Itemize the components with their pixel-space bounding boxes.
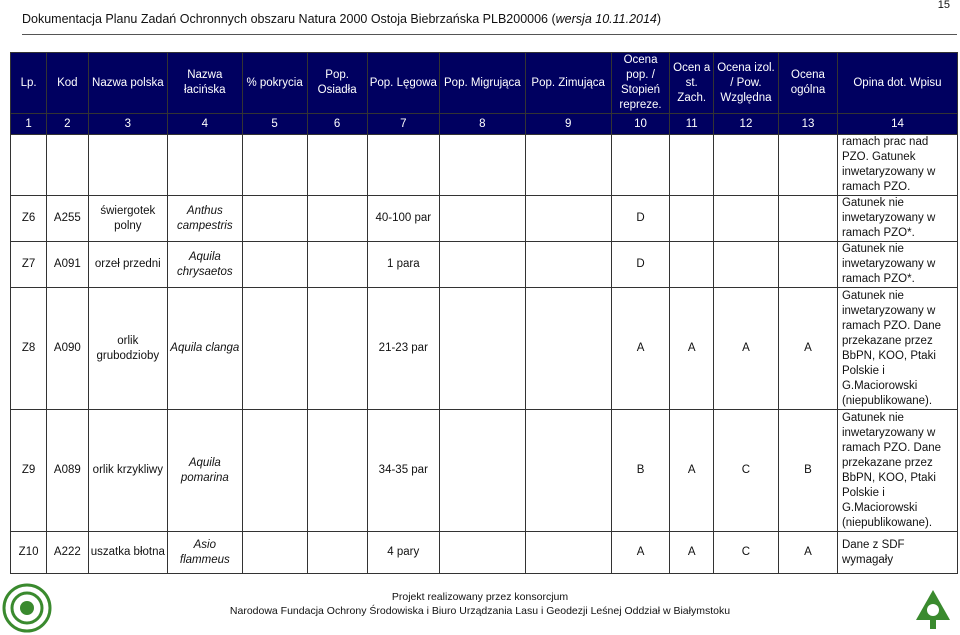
table-row <box>11 532 958 574</box>
col-number: 5 <box>242 114 307 135</box>
coverage-cell <box>242 242 307 288</box>
col-number: 14 <box>837 114 957 135</box>
col-header: Nazwa polska <box>88 53 168 114</box>
latin-name-cell: Aquila clanga <box>168 288 242 410</box>
col-number: 6 <box>307 114 367 135</box>
polish-name-cell: uszatka błotna <box>88 532 168 574</box>
lp-cell: Z10 <box>11 532 47 574</box>
code-cell: A255 <box>47 196 88 242</box>
col-header: Pop. Lęgowa <box>367 53 439 114</box>
col-header: % pokrycia <box>242 53 307 114</box>
footer-line-1: Projekt realizowany przez konsorcjum <box>391 591 569 603</box>
rating-isolation-cell <box>713 196 778 242</box>
code-cell: A222 <box>47 532 88 574</box>
rating-pop-cell: B <box>611 410 670 532</box>
opinion-cell: Gatunek nie inwetaryzowany w ramach PZO. Dane przekazane przez BbPN, KOO, Ptaki Polskie i G.Maciorowski (niepublikowane). <box>837 410 957 532</box>
wintering-pop-cell <box>525 242 611 288</box>
col-header: Nazwa łacińska <box>168 53 242 114</box>
col-header: Pop. Osiadła <box>307 53 367 114</box>
table-row-continued <box>11 135 958 196</box>
code-cell: A090 <box>47 288 88 410</box>
opinion-cell: Gatunek nie inwetaryzowany w ramach PZO. Dane przekazane przez BbPN, KOO, Ptaki Polskie i G.Maciorowski (niepublikowane). <box>837 288 957 410</box>
table-row <box>11 242 958 288</box>
latin-name-cell: Asio flammeus <box>168 532 242 574</box>
table-row <box>11 196 958 242</box>
col-number: 11 <box>670 114 713 135</box>
coverage-cell <box>242 288 307 410</box>
rating-pop-cell: A <box>611 532 670 574</box>
resident-pop-cell <box>307 288 367 410</box>
col-number: 10 <box>611 114 670 135</box>
rating-isolation-cell: C <box>713 532 778 574</box>
rating-isolation-cell <box>713 242 778 288</box>
wintering-pop-cell <box>525 196 611 242</box>
migrating-pop-cell <box>439 410 525 532</box>
footer-line-2: Narodowa Fundacja Ochrony Środowiska i Biuro Urządzania Lasu i Geodezji Leśnej Oddział w Białymstoku <box>229 605 731 617</box>
rating-conservation-cell: A <box>670 288 713 410</box>
breeding-pop-cell: 21-23 par <box>367 288 439 410</box>
migrating-pop-cell <box>439 242 525 288</box>
col-number: 1 <box>11 114 47 135</box>
code-cell: A091 <box>47 242 88 288</box>
breeding-pop-cell: 40-100 par <box>367 196 439 242</box>
col-number: 4 <box>168 114 242 135</box>
rating-conservation-cell: A <box>670 532 713 574</box>
col-header: Ocena pop. / Stopień repreze. <box>611 53 670 114</box>
rating-isolation-cell: C <box>713 410 778 532</box>
polish-name-cell: orlik krzykliwy <box>88 410 168 532</box>
latin-name-cell: Aquila chrysaetos <box>168 242 242 288</box>
coverage-cell <box>242 410 307 532</box>
opinion-cell: ramach prac nad PZO. Gatunek inwetaryzowany w ramach PZO. <box>837 135 957 196</box>
col-number: 9 <box>525 114 611 135</box>
col-number: 12 <box>713 114 778 135</box>
resident-pop-cell <box>307 196 367 242</box>
col-header: Pop. Zimująca <box>525 53 611 114</box>
breeding-pop-cell: 1 para <box>367 242 439 288</box>
wintering-pop-cell <box>525 532 611 574</box>
migrating-pop-cell <box>439 288 525 410</box>
rating-isolation-cell: A <box>713 288 778 410</box>
col-header: Ocen a st. Zach. <box>670 53 713 114</box>
col-number: 13 <box>779 114 838 135</box>
table-row <box>11 288 958 410</box>
col-header: Lp. <box>11 53 47 114</box>
rating-overall-cell: B <box>779 410 838 532</box>
latin-name-cell: Anthus campestris <box>168 196 242 242</box>
rating-pop-cell: A <box>611 288 670 410</box>
migrating-pop-cell <box>439 196 525 242</box>
rating-overall-cell <box>779 242 838 288</box>
page-number: 15 <box>937 0 950 11</box>
title-version: wersja 10.11.2014 <box>555 12 657 26</box>
col-header: Ocena ogólna <box>779 53 838 114</box>
opinion-cell: Dane z SDF wymagały <box>837 532 957 574</box>
breeding-pop-cell: 4 pary <box>367 532 439 574</box>
column-number-row <box>11 114 958 135</box>
document-title <box>22 12 661 26</box>
species-table <box>10 52 958 574</box>
col-header: Pop. Migrująca <box>439 53 525 114</box>
coverage-cell <box>242 196 307 242</box>
polish-name-cell: świergotek polny <box>88 196 168 242</box>
rating-conservation-cell: A <box>670 410 713 532</box>
col-number: 7 <box>367 114 439 135</box>
rating-conservation-cell <box>670 196 713 242</box>
opinion-cell: Gatunek nie inwetaryzowany w ramach PZO*. <box>837 196 957 242</box>
col-header: Kod <box>47 53 88 114</box>
coverage-cell <box>242 532 307 574</box>
col-header: Ocena izol. / Pow. Względna <box>713 53 778 114</box>
header-rule <box>22 34 957 35</box>
rating-conservation-cell <box>670 242 713 288</box>
lp-cell: Z6 <box>11 196 47 242</box>
migrating-pop-cell <box>439 532 525 574</box>
table-row <box>11 410 958 532</box>
breeding-pop-cell: 34-35 par <box>367 410 439 532</box>
resident-pop-cell <box>307 242 367 288</box>
col-number: 8 <box>439 114 525 135</box>
title-close: ) <box>656 12 662 26</box>
col-header: Opina dot. Wpisu <box>837 53 957 114</box>
resident-pop-cell <box>307 532 367 574</box>
code-cell: A089 <box>47 410 88 532</box>
lp-cell: Z9 <box>11 410 47 532</box>
resident-pop-cell <box>307 410 367 532</box>
lp-cell: Z7 <box>11 242 47 288</box>
rating-pop-cell: D <box>611 242 670 288</box>
latin-name-cell: Aquila pomarina <box>168 410 242 532</box>
title-main: Dokumentacja Planu Zadań Ochronnych obszaru Natura 2000 Ostoja Biebrzańska PLB200006 ( <box>22 12 556 26</box>
opinion-cell: Gatunek nie inwetaryzowany w ramach PZO*. <box>837 242 957 288</box>
rating-overall-cell: A <box>779 532 838 574</box>
header-row <box>11 53 958 114</box>
lp-cell: Z8 <box>11 288 47 410</box>
col-number: 3 <box>88 114 168 135</box>
wintering-pop-cell <box>525 288 611 410</box>
rating-overall-cell: A <box>779 288 838 410</box>
polish-name-cell: orzeł przedni <box>88 242 168 288</box>
col-number: 2 <box>47 114 88 135</box>
rating-overall-cell <box>779 196 838 242</box>
polish-name-cell: orlik grubodzioby <box>88 288 168 410</box>
rating-pop-cell: D <box>611 196 670 242</box>
wintering-pop-cell <box>525 410 611 532</box>
